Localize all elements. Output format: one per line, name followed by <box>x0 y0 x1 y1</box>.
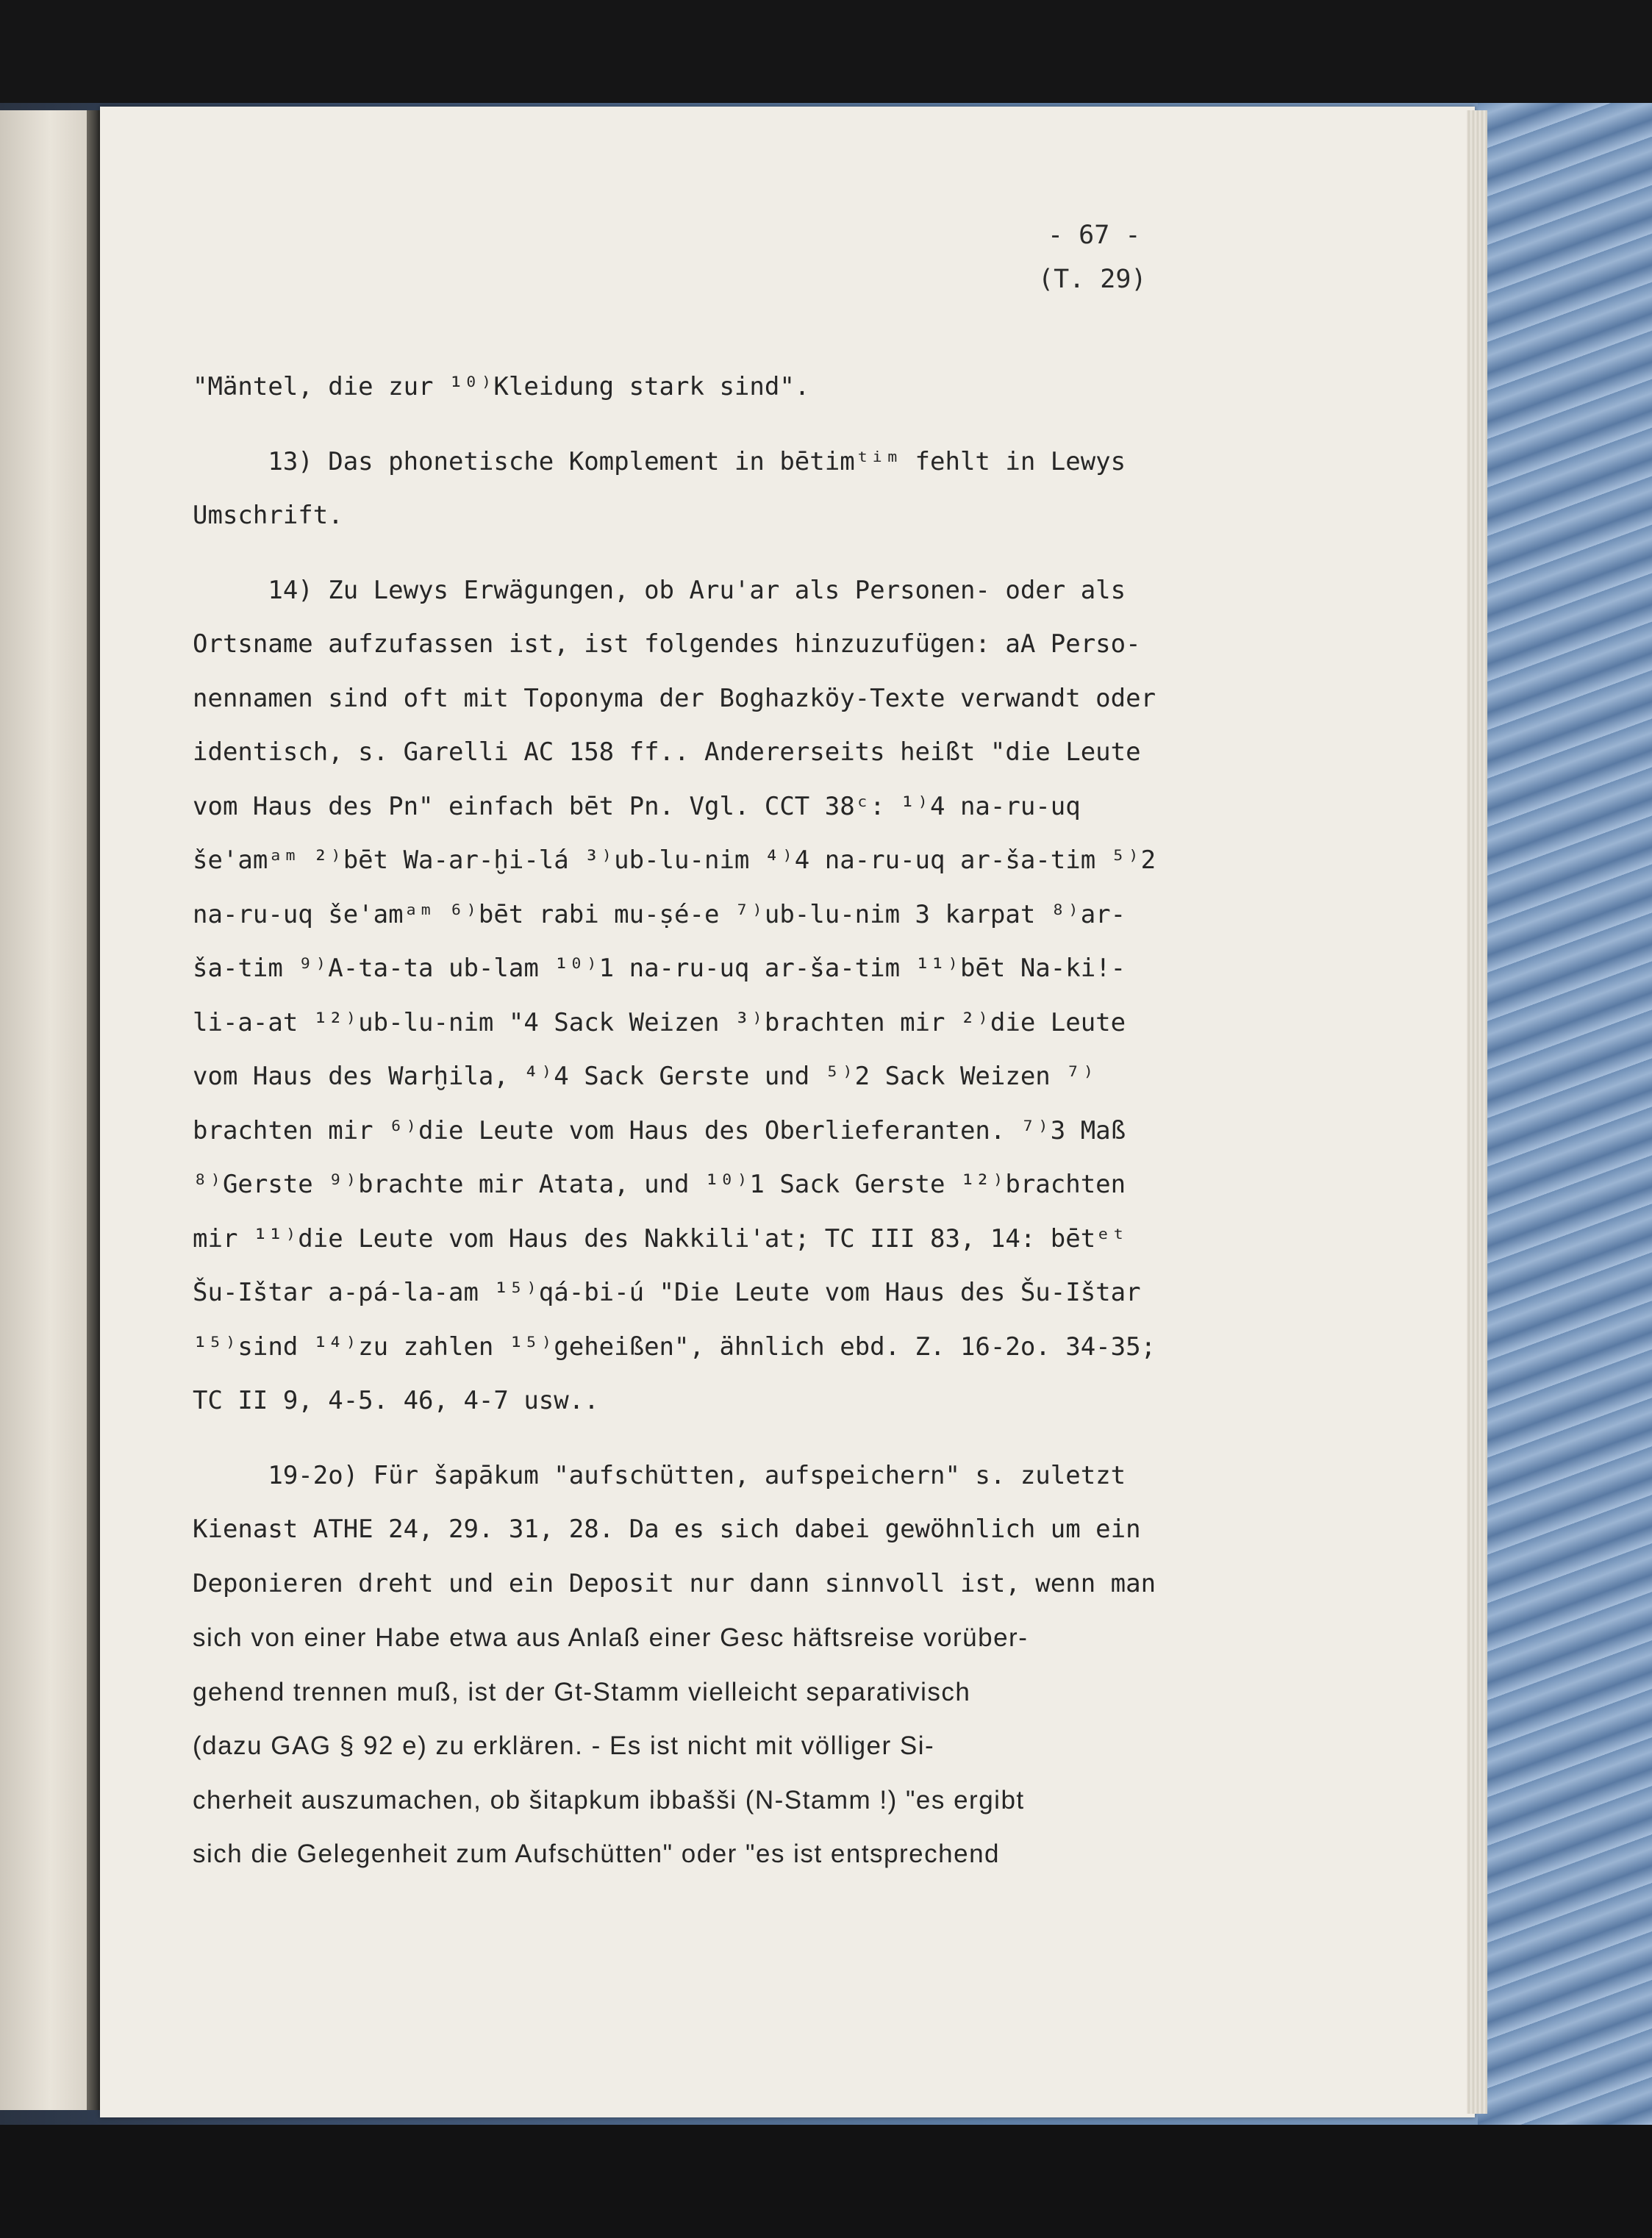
background-bottom <box>0 2125 1652 2238</box>
text-line: Kienast ATHE 24, 29. 31, 28. Da es sich dabei gewöhnlich um ein <box>193 1515 1141 1544</box>
text-line: ¹⁵⁾sind ¹⁴⁾zu zahlen ¹⁵⁾geheißen", ähnlich ebd. Z. 16-2o. 34-35; <box>193 1331 1156 1362</box>
text-line: sich von einer Habe etwa aus Anlaß einer Gesc häftsreise vorüber- <box>193 1623 1029 1652</box>
table-reference: (T. 29) <box>1038 265 1147 294</box>
text-line: li-a-at ¹²⁾ub-lu-nim "4 Sack Weizen ³⁾brachten mir ²⁾die Leute <box>193 1007 1126 1037</box>
text-line: (dazu GAG § 92 e) zu erklären. - Es ist nicht mit völliger Si- <box>193 1731 935 1760</box>
text-line: Šu-Ištar a-pá-la-am ¹⁵⁾qá-bi-ú "Die Leute vom Haus des Šu-Ištar <box>193 1278 1141 1307</box>
page-stack-edge <box>1467 110 1487 2114</box>
text-line: na-ru-uq še'amᵃᵐ ⁶⁾bēt rabi mu-ṣé-e ⁷⁾ub-lu-nim 3 karpat ⁸⁾ar- <box>193 899 1126 929</box>
page-number: - 67 - <box>1048 221 1141 250</box>
text-line: sich die Gelegenheit zum Aufschütten" oder "es ist entsprechend <box>193 1840 1000 1868</box>
page-text <box>193 360 1295 1881</box>
text-line: vom Haus des Pn" einfach bēt Pn. Vgl. CCT 38ᶜ: ¹⁾4 na-ru-uq <box>193 791 1081 821</box>
background-top <box>0 0 1652 110</box>
text-line: ša-tim ⁹⁾A-ta-ta ub-lam ¹⁰⁾1 na-ru-uq ar-ša-tim ¹¹⁾bēt Na-ki!- <box>193 954 1126 983</box>
text-line: 13) Das phonetische Komplement in bētimᵗⁱᵐ fehlt in Lewys <box>193 446 1126 476</box>
text-line: še'amᵃᵐ ²⁾bēt Wa-ar-ḫi-lá ³⁾ub-lu-nim ⁴⁾4 na-ru-uq ar-ša-tim ⁵⁾2 <box>193 845 1156 875</box>
text-line: cherheit auszumachen, ob šitapkum ibbašši (N-Stamm !) "es ergibt <box>193 1785 1025 1815</box>
text-line: Umschrift. <box>193 501 343 530</box>
text-line: brachten mir ⁶⁾die Leute vom Haus des Oberlieferanten. ⁷⁾3 Maß <box>193 1115 1126 1145</box>
text-line: vom Haus des Warḫila, ⁴⁾4 Sack Gerste und ⁵⁾2 Sack Weizen ⁷⁾ <box>193 1062 1096 1091</box>
text-line: Ortsname aufzufassen ist, ist folgendes hinzuzufügen: aA Perso- <box>193 629 1141 659</box>
left-page-edge <box>0 110 92 2110</box>
book-cover-edge <box>1478 103 1652 2125</box>
text-line: identisch, s. Garelli AC 158 ff.. Andererseits heißt "die Leute <box>193 737 1141 767</box>
text-line: Deponieren dreht und ein Deposit nur dann sinnvoll ist, wenn man <box>193 1568 1156 1598</box>
book-gutter <box>87 110 100 2110</box>
text-line: "Mäntel, die zur ¹⁰⁾Kleidung stark sind". <box>193 372 810 401</box>
text-line: 14) Zu Lewys Erwägungen, ob Aru'ar als Personen- oder als <box>193 575 1126 605</box>
text-line: nennamen sind oft mit Toponyma der Boghazköy-Texte verwandt oder <box>193 683 1156 713</box>
text-line: gehend trennen muß, ist der Gt-Stamm vielleicht separativisch <box>193 1677 971 1706</box>
text-line: ⁸⁾Gerste ⁹⁾brachte mir Atata, und ¹⁰⁾1 Sack Gerste ¹²⁾brachten <box>193 1170 1126 1199</box>
text-line: mir ¹¹⁾die Leute vom Haus des Nakkili'at; TC III 83, 14: bētᵉᵗ <box>193 1223 1126 1254</box>
text-line: 19-2o) Für šapākum "aufschütten, aufspeichern" s. zuletzt <box>193 1460 1126 1490</box>
text-line: TC II 9, 4-5. 46, 4-7 usw.. <box>193 1386 599 1415</box>
